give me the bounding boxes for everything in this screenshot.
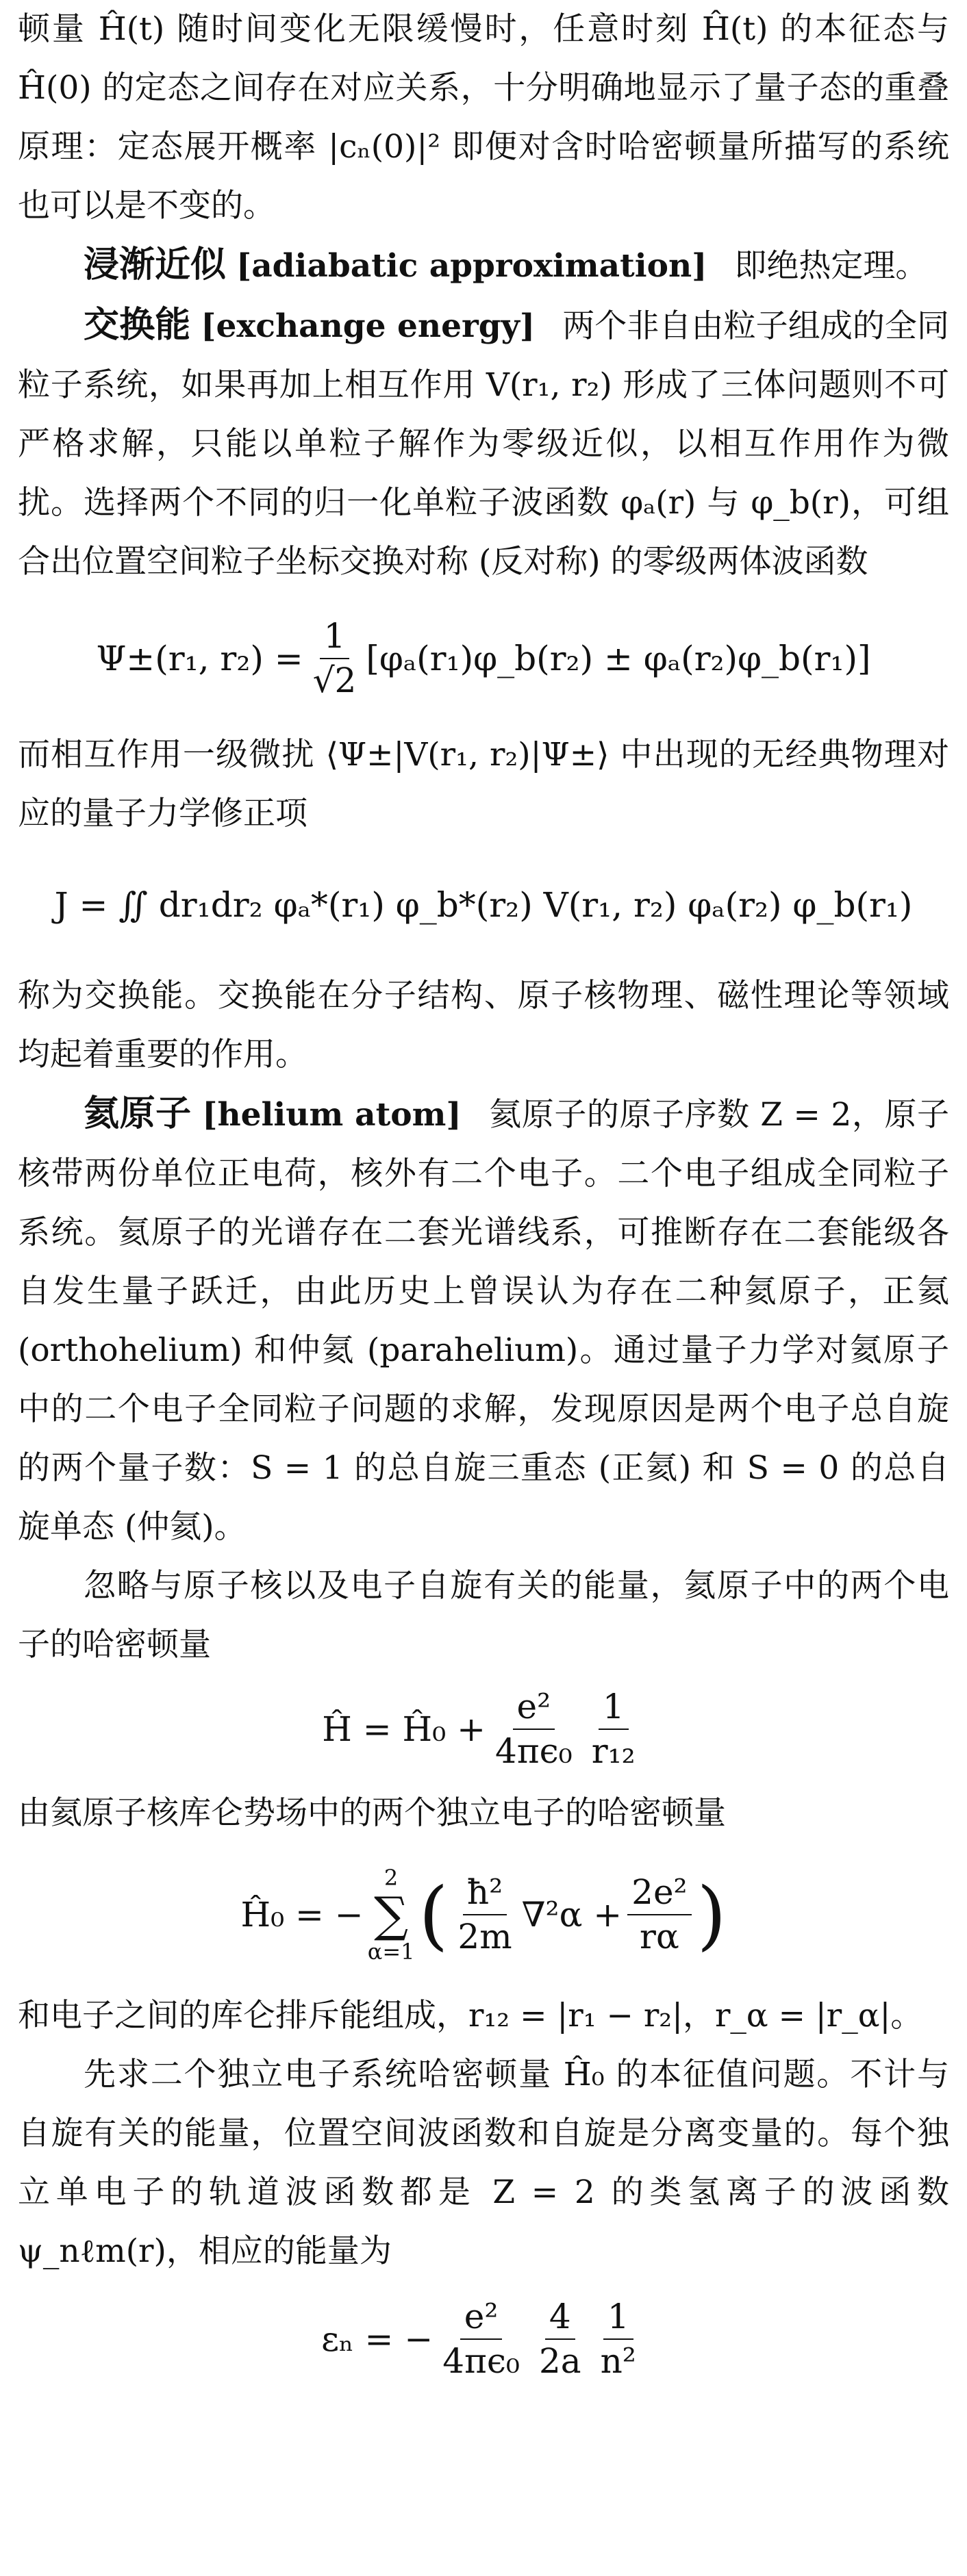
fraction (491, 1688, 577, 1770)
paragraph-independent-electrons: 由氦原子核库仑势场中的两个独立电子的哈密顿量 (18, 1794, 726, 1832)
entry-english-term: [adiabatic approximation] (236, 247, 707, 285)
entry-adiabatic-approximation (18, 235, 949, 296)
equation-rhs: [φₐ(r₁)φ_b(r₂) ± φₐ(r₂)φ_b(r₁)] (366, 639, 871, 678)
entry-term: 氦原子 (84, 1093, 192, 1134)
fraction (596, 2298, 640, 2380)
paragraph-coulomb-repulsion: 和电子之间的库仑排斥能组成，r₁₂ = |r₁ − r₂|，r_α = |r_α|。 (18, 1997, 923, 2035)
summation-symbol (368, 1865, 415, 1965)
fraction-numerator: e² (513, 1688, 555, 1730)
fraction-denominator: r₁₂ (591, 1731, 636, 1771)
paragraph-first-order-perturbation: 而相互作用一级微扰 ⟨Ψ±|V(r₁, r₂)|Ψ±⟩ 中出现的无经典物理对应的量子力学修正项 (18, 736, 949, 832)
equation-two-body-wavefunction (18, 591, 949, 726)
summation-lower-limit: α=1 (367, 1939, 415, 1965)
fraction (535, 2298, 586, 2380)
equation-lhs: εₙ = − (321, 2319, 434, 2359)
entry-helium-atom (18, 1084, 949, 1557)
entry-exchange-energy (18, 296, 949, 591)
fraction-numerator: 4 (545, 2298, 575, 2340)
paragraph-adiabatic-intro: 顿量 Ĥ(t) 随时间变化无限缓慢时，任意时刻 Ĥ(t) 的本征态与 Ĥ(0) 的定态之间存在对应关系，十分明确地显示了量子态的重叠原理：定态展开概率 |cₙ(0)|² 即便对含时哈密顿量所描写的系统也可以是不变的。 (18, 10, 949, 225)
fraction-numerator: 1 (603, 2298, 633, 2340)
entry-term: 浸渐近似 (84, 244, 227, 285)
paragraph-helium-hamiltonian-intro: 忽略与原子核以及电子自旋有关的能量，氦原子中的两个电子的哈密顿量 (18, 1567, 949, 1663)
fraction (588, 1688, 640, 1770)
fraction-denominator: 4πϵ₀ (442, 2341, 520, 2381)
summation-sign: ∑ (374, 1887, 409, 1943)
equation-lhs: Ĥ₀ = − (240, 1895, 364, 1935)
entry-english-term: [exchange energy] (201, 307, 536, 345)
summation-upper-limit: 2 (384, 1865, 399, 1891)
fraction (438, 2298, 524, 2380)
fraction (627, 1874, 691, 1956)
entry-english-term: [helium atom] (202, 1096, 462, 1134)
fraction-numerator: ħ² (463, 1874, 507, 1915)
equation-unperturbed-hamiltonian: Ĥ₀ = − 2 ∑ α=1 ( $\frac{\text{ħ²}}{2m}$ ∇²α + $\frac{\text{2e²}}{r\alpha}$ ) (240, 1865, 727, 1965)
equation-lhs: Ψ±(r₁, r₂) = (96, 639, 303, 678)
equation-exchange-integral: J = ∬ dr₁dr₂ φₐ*(r₁) φ_b*(r₂) V(r₁, r₂) φₐ(r₂) φ_b(r₁) (54, 885, 913, 925)
equation-middle-term: ∇²α + (521, 1895, 623, 1935)
fraction-numerator: 2e² (627, 1874, 691, 1915)
fraction-denominator: n² (600, 2341, 636, 2381)
paragraph-exchange-energy-role: 称为交换能。交换能在分子结构、原子核物理、磁性理论等领域均起着重要的作用。 (18, 977, 949, 1073)
fraction-numerator: 1 (320, 617, 350, 659)
fraction-denominator: 2a (538, 2341, 581, 2381)
fraction-numerator: e² (460, 2298, 503, 2340)
fraction-denominator: 4πϵ₀ (495, 1731, 573, 1771)
fraction-denominator: √2 (312, 661, 357, 700)
fraction (309, 617, 361, 700)
equation-helium-hamiltonian (18, 1674, 949, 1784)
entry-body: 即绝热定理。 (734, 247, 928, 285)
equation-lhs: Ĥ = Ĥ₀ + (322, 1709, 486, 1749)
fraction (453, 1874, 516, 1956)
entry-body: 两个非自由粒子组成的全同粒子系统，如果再加上相互作用 V(r₁, r₂) 形成了三体问题则不可严格求解，只能以单粒子解作为零级近似，以相互作用作为微扰。选择两个不同的归一化单粒子波函数 φₐ(r) 与 φ_b(r)，可组合出位置空间粒子坐标交换对称 (反对称) 的零级两体波函数 (18, 307, 949, 581)
fraction-numerator: 1 (599, 1688, 629, 1730)
entry-body: 氦原子的原子序数 Z = 2，原子核带两份单位正电荷，核外有二个电子。二个电子组成全同粒子系统。氦原子的光谱存在二套光谱线系，可推断存在二套能级各自发生量子跃迁，由此历史上曾误认为存在二种氦原子，正氦 (orthohelium) 和仲氦 (parahelium)。通过量子力学对氦原子中的二个电子全同粒子问题的求解，发现原因是两个电子总自旋的两个量子数：S = 1 的总自旋三重态 (正氦) 和 S = 0 的总自旋单态 (仲氦)。 (18, 1096, 949, 1546)
equation-hydrogenic-energy (18, 2281, 949, 2397)
entry-term: 交换能 (84, 304, 191, 346)
fraction-denominator: rα (640, 1917, 679, 1956)
fraction-denominator: 2m (457, 1917, 512, 1956)
paragraph-eigenvalue-problem: 先求二个独立电子系统哈密顿量 Ĥ₀ 的本征值问题。不计与自旋有关的能量，位置空间波函数和自旋是分离变量的。每个独立单电子的轨道波函数都是 Z = 2 的类氢离子的波函数 ψ_nℓm(r)，相应的能量为 (18, 2056, 949, 2270)
